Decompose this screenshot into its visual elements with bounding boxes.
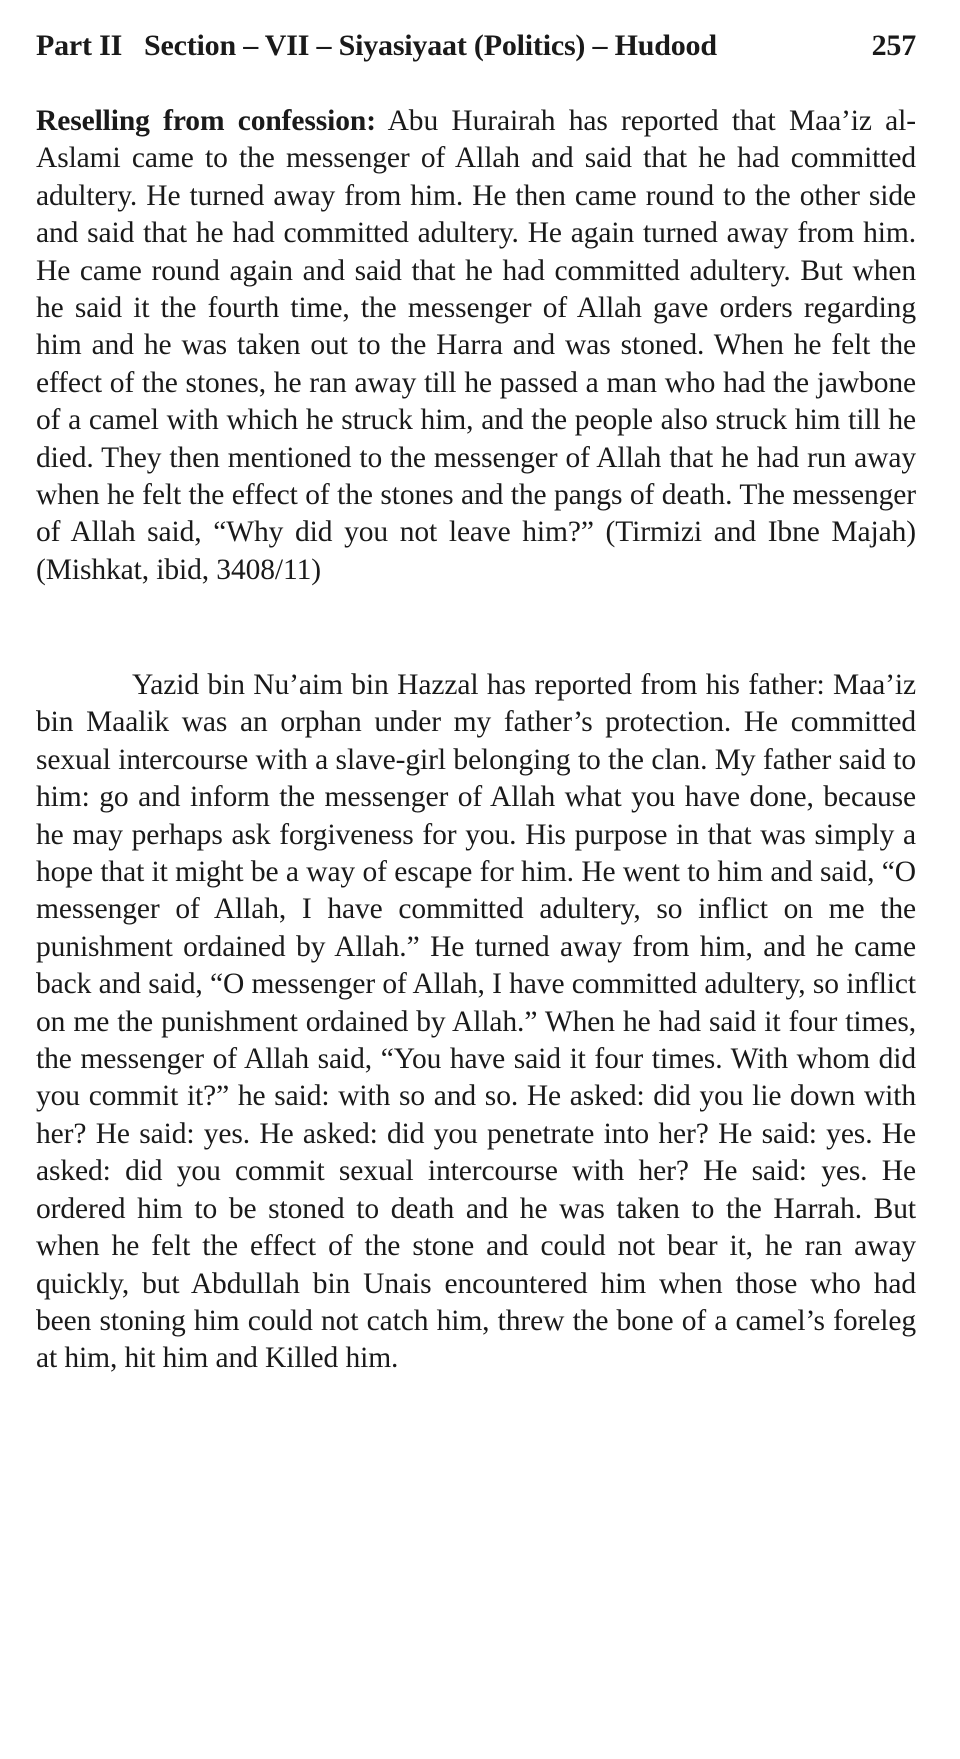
paragraph-yazid-report (36, 667, 916, 1378)
paragraph-reselling-from-confession (36, 103, 916, 589)
paragraph-body: Abu Hurairah has reported that Maa’iz al-Aslami came to the messenger of Allah and said that he had committed adultery. He turned away from him. He then came round to the other side and said that he had committed adultery. He again turned away from him. He came round again and said that he had committed adultery. But when he said it the fourth time, the messenger of Allah gave orders regarding him and he was taken out to the Harra and was stoned. When he felt the effect of the stones, he ran away till he passed a man who had the jawbone of a camel with which he struck him, and the people also struck him till he died. They then mentioned to the messenger of Allah that he had run away when he felt the effect of the stones and the pangs of death. The messenger of Allah said, “Why did you not leave him?” (Tirmizi and Ibne Majah) (Mishkat, ibid, 3408/11) (36, 105, 916, 586)
header-title (36, 26, 717, 66)
header-part: Part II (36, 29, 123, 62)
paragraph-body: Yazid bin Nu’aim bin Hazzal has reported from his father: Maa’iz bin Maalik was an orphan under my father’s protection. He committed sexual intercourse with a slave-girl belonging to the clan. My father said to him: go and inform the messenger of Allah what you have done, because he may perhaps ask forgiveness for you. His purpose in that was simply a hope that it might be a way of escape for him. He went to him and said, “O messenger of Allah, I have committed adultery, so inflict on me the punishment ordained by Allah.” He turned away from him, and he came back and said, “O messenger of Allah, I have committed adultery, so inflict on me the punishment ordained by Allah.” When he had said it four times, the messenger of Allah said, “You have said it four times. With whom did you commit it?” he said: with so and so. He asked: did you lie down with her? He said: yes. He asked: did you penetrate into her? He said: yes. He asked: did you commit sexual intercourse with her? He said: yes. He ordered him to be stoned to death and he was taken to the Harrah. But when he felt the effect of the stone and could not bear it, he ran away quickly, but Abdullah bin Unais encountered him when those who had been stoning him could not catch him, threw the bone of a camel’s foreleg at him, hit him and Killed him. (36, 669, 916, 1375)
header-section-title: Section – VII – Siyasiyaat (Politics) – Hudood (144, 29, 717, 62)
running-header (36, 26, 916, 66)
paragraph-heading: Reselling from confession: (36, 105, 376, 137)
page-number: 257 (871, 29, 916, 62)
